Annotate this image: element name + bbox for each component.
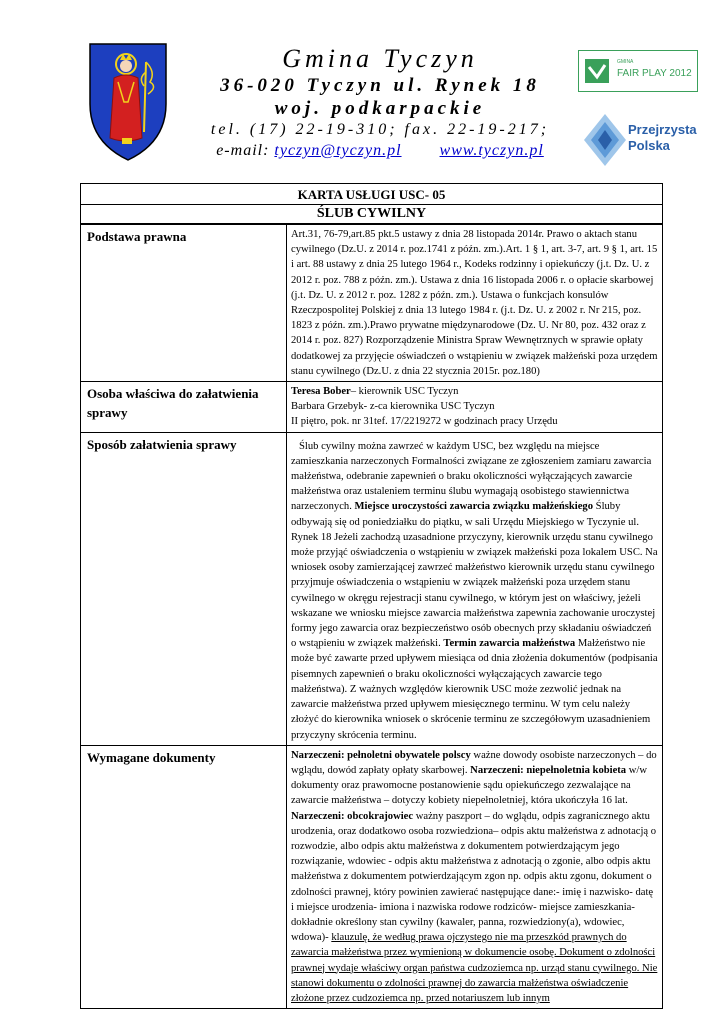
- phone-fax: tel. (17) 22-19-310; fax. 22-19-217;: [210, 121, 550, 138]
- row-label: Wymagane dokumenty: [81, 746, 287, 1008]
- przejrzysta-text: [628, 122, 697, 154]
- row-label: Osoba właściwa do załatwienia sprawy: [81, 382, 287, 432]
- municipality-info: [200, 44, 560, 162]
- text-part: ważny paszport – do wglądu, odpis zagranicznego aktu urodzenia, oraz dodatkowo osoba rozwiedziona– odpis aktu małżeństwa z adnotacją o rozwodzie, albo odpis aktu małżeństwa z dokumentem potwierdzającym jego rozwiązanie, wdowiec - odpis aktu małżeństwa z adnotacją o zgonie, albo odpis aktu małżeństwa z dokumentem potwierdzającym zgon np. odpis aktu zgonu, dokument o zdolności prawnej, który powinien zawierać następujące dane:- imię i nazwisko- datę i miejsce urodzenia- imiona i nazwiska rodowe rodziców- miejsce zamieszkania-dokładnie określony stan cywilny (kawaler, panna, rozwiedziony(a), wdowiec, wdowa)-: [291, 810, 657, 944]
- letterhead: [0, 0, 724, 180]
- service-card: [80, 183, 663, 1009]
- table-row: [81, 224, 662, 381]
- bold-part: Miejsce uroczystości zawarcia związku małżeńskiego: [354, 501, 594, 513]
- row-label: Sposób załatwienia sprawy: [81, 433, 287, 745]
- fair-play-label: FAIR PLAY 2012: [617, 68, 692, 79]
- office-location: II piętro, pok. nr 31tef. 17/2219272 w godzinach pracy Urzędu: [291, 416, 558, 428]
- bold-part: Termin zawarcia małżeństwa: [443, 638, 576, 650]
- text-part: w/w dokumenty oraz prawomocne postanowienie sądu opiekuńczego zezwalające na zawarcie małżeństwa – dotyczy kobiety niepełnoletniej, która ukończyła 16 lat.: [291, 764, 648, 807]
- checkmark-icon: [585, 59, 609, 83]
- fair-play-small: GMINA: [617, 59, 634, 65]
- przejrzysta-line2: Polska: [628, 138, 670, 153]
- municipality-title: Gmina Tyczyn: [282, 44, 478, 73]
- person2: Barbara Grzebyk- z-ca kierownika USC Tyczyn: [291, 401, 495, 413]
- fair-play-badge: [578, 50, 698, 92]
- card-title: KARTA USŁUGI USC- 05: [297, 187, 446, 202]
- bold-part: Narzeczeni: niepełnoletnia kobieta: [470, 764, 627, 776]
- table-row: [81, 432, 662, 745]
- responsible-persons: [287, 382, 662, 432]
- diamond-logo-icon: [582, 112, 628, 168]
- email-label: e-mail:: [216, 142, 270, 159]
- text-part: Małżeństwo nie może być zawarte przed upływem miesiąca od dnia złożenia dokumentów (podpisania pisemnych zapewnień o braku okoliczności wyłączających zawarcie tego małżeństwa). Z ważnych względów kierownik USC może zezwolić jednak na zawarcie małżeństwa przed upływem miesięcznego terminu. W tym celu należy złożyć do kierownika wniosek o skrócenie terminu ze szczegółowym uzasadnieniem przyczyny skrócenia terminu.: [291, 638, 658, 741]
- coat-of-arms-icon: [88, 42, 168, 162]
- bold-part: Narzeczeni: obcokrajowiec: [291, 810, 414, 822]
- person1-role: – kierownik USC Tyczyn: [350, 386, 459, 398]
- email-link[interactable]: tyczyn@tyczyn.pl: [274, 142, 402, 159]
- przejrzysta-polska-badge: [582, 112, 702, 168]
- przejrzysta-line1: Przejrzysta: [628, 122, 697, 137]
- required-documents-text: [287, 746, 662, 1008]
- municipality-region: woj. podkarpackie: [274, 98, 486, 119]
- table-row: [81, 745, 662, 1008]
- legal-basis-text: Art.31, 76-79,art.85 pkt.5 ustawy z dnia 28 listopada 2014r. Prawo o aktach stanu cywilnego (Dz.U. z 2014 r. poz.1741 z późn. zm.).Art. 1 § 1, art. 3-7, art. 9 § 1, art. 15 i art. 88 ustawy z dnia 25 lutego 1964 r., Kodeks rodzinny i opiekuńczy (j.t. Dz. U. z 2012 r. poz. 788 z późn. zm.). Ustawa z dnia 16 listopada 2006 r. o opłacie skarbowej (j.t. Dz. U. z 2012 r. poz. 1282 z późn. zm.). Ustawa o funkcjach konsulów Rzeczpospolitej Polskiej z dnia 13 lutego 1984 r. (j.t. Dz. U. z 2002 r. Nr 215, poz. 1823 z późn. zm.).Prawo prywatne międzynarodowe (Dz. U. Nr 80, poz. 432 oraz z 2014 r. poz. 827) Rozporządzenie Ministra Spraw Wewnętrznych w sprawie opłaty dodatkowej za przyjęcie oświadczeń o wstąpieniu w związek małżeński poza urzędem stanu cywilnego (Dz.U. z dnia 22 stycznia 2015r. poz.180): [291, 229, 658, 377]
- table-row: [81, 381, 662, 432]
- underlined-part: klauzulę, że według prawa ojczystego nie ma przeszkód prawnych do zawarcia małżeństwa przez wymienioną w dokumencie osobę. Dokument o zdolności prawnej wydaje właściwy organ państwa cudzoziemca np. urząd stanu cywilnego. Nie stanowi dokumentu o zdolności prawnej do zawarcia małżeństwa oświadczenie złożone przez cudzoziemca np. przed notariuszem lub innym: [291, 932, 658, 1004]
- website-link[interactable]: www.tyczyn.pl: [439, 142, 544, 159]
- row-label: Podstawa prawna: [81, 225, 287, 381]
- card-header: [81, 184, 662, 224]
- text-part: ważne dowody osobiste narzeczonych – do wglądu, dowód zapłaty opłaty skarbowej.: [291, 749, 657, 776]
- contact-line: [200, 140, 560, 162]
- text-part: Ślub cywilny można zawrzeć w każdym USC, bez względu na miejsce zamieszkania narzeczonych Formalności związane ze zgłoszeniem zamiaru zawarcia małżeństwa, odebranie zapewnień o braku okoliczności wyłączających zawarcie małżeństwa oraz ustaleniem terminu ślubu wymagają osobistego stawiennictwa narzeczonych.: [291, 440, 652, 513]
- municipality-address: 36-020 Tyczyn ul. Rynek 18: [220, 75, 540, 96]
- bold-part: Narzeczeni: pełnoletni obywatele polscy: [291, 749, 471, 761]
- text-part: Śluby odbywają się od poniedziałku do piątku, w sali Urzędu Miejskiego w Tyczynie ul. Rynek 18 Jeżeli zachodzą uzasadnione przyczyny, kierownik urzędu stanu cywilnego może przyjąć oświadczenia o wstąpieniu w związek małżeński poza lokalem USC. Na wniosek osoby zamierzającej zawrzeć małżeństwo kierownik urzędu stanu cywilnego przyjmuje oświadczenia o wstąpieniu w związek małżeński poza urzędem stanu cywilnego w okręgu rejestracji stanu cywilnego, w którym jest on właściwy, jeżeli wskazane we wniosku miejsce zawarcia małżeństwa zapewnia zachowanie uroczystej formy jego zawarcia oraz bezpieczeństwo osób obecnych przy składaniu oświadczeń o wstąpieniu w związek małżeński.: [291, 501, 658, 650]
- card-subtitle: ŚLUB CYWILNY: [81, 204, 662, 223]
- procedure-text: [287, 433, 662, 745]
- person1-name: Teresa Bober: [291, 386, 351, 398]
